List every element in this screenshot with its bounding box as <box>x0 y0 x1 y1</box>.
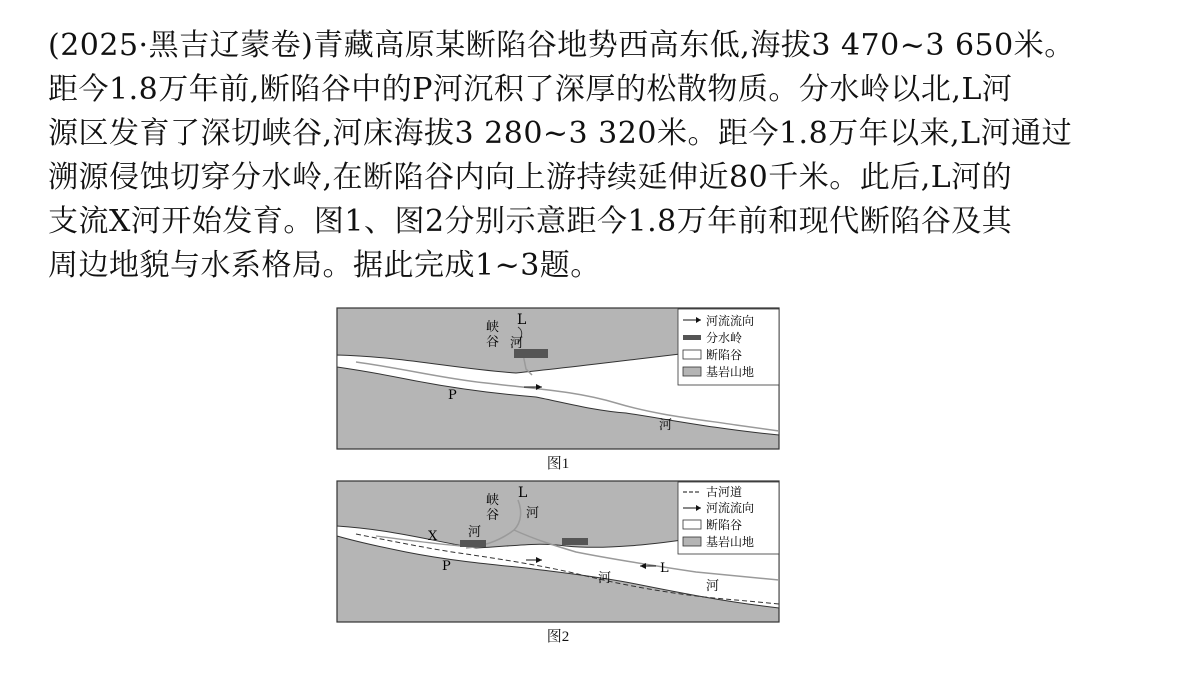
figure-2 <box>336 480 780 647</box>
figure-1-caption: 图1 <box>546 456 570 472</box>
l-river-letter: L <box>517 312 527 328</box>
legend-item-2: 分水岭 <box>706 331 743 345</box>
l-river-right-letter: L <box>660 561 669 576</box>
l-river-he: 河 <box>510 336 524 351</box>
legend-item-1: 河流流向 <box>706 314 755 328</box>
p-river-letter: P <box>448 388 457 403</box>
question-line-6: 周边地貌与水系格局。据此完成1~3题。 <box>48 248 601 283</box>
river-label-mid: 河 <box>598 571 612 586</box>
legend-bedrock-swatch <box>683 367 701 376</box>
legend-divide-swatch <box>683 335 701 340</box>
question-line-5: 支流X河开始发育。图1、图2分别示意距今1.8万年前和现代断陷谷及其 <box>48 204 1013 239</box>
figure-1-map <box>336 307 780 450</box>
river-label-right: 河 <box>706 579 720 594</box>
legend-item-2: 河流流向 <box>706 501 755 515</box>
water-divide-remnant-left <box>460 540 486 547</box>
gorge-label-1: 峡 <box>486 493 500 508</box>
question-line-3: 源区发育了深切峡谷,河床海拔3 280~3 320米。距今1.8万年以来,L河通过 <box>48 116 1073 151</box>
question-line-4: 溯源侵蚀切穿分水岭,在断陷谷内向上游持续延伸近80千米。此后,L河的 <box>48 160 1013 195</box>
l-river-top-he: 河 <box>526 506 540 521</box>
question-text <box>48 24 1168 288</box>
gorge-label-1: 峡 <box>486 320 500 335</box>
question-line-2: 距今1.8万年前,断陷谷中的P河沉积了深厚的松散物质。分水岭以北,L河 <box>48 72 1013 107</box>
question-line-1: (2025·黑吉辽蒙卷)青藏高原某断陷谷地势西高东低,海拔3 470~3 650米。 <box>48 28 1075 63</box>
legend <box>678 482 779 554</box>
figure-2-caption: 图2 <box>546 629 570 645</box>
l-river-top-letter: L <box>518 485 528 501</box>
legend-item-4: 基岩山地 <box>706 365 755 379</box>
river-label: 河 <box>659 418 673 433</box>
figure-1 <box>336 307 780 474</box>
x-river-letter: X <box>428 529 438 544</box>
legend-item-3: 断陷谷 <box>706 348 743 362</box>
legend-bedrock-swatch <box>683 537 701 546</box>
p-river-letter: P <box>442 559 451 574</box>
legend-valley-swatch <box>683 350 701 359</box>
x-river-he: 河 <box>468 525 482 540</box>
legend-item-3: 断陷谷 <box>706 518 743 532</box>
gorge-label-2: 谷 <box>486 335 500 350</box>
legend-valley-swatch <box>683 520 701 529</box>
figure-2-map <box>336 480 780 623</box>
legend-item-1: 古河道 <box>706 485 743 499</box>
legend-item-4: 基岩山地 <box>706 535 755 549</box>
legend <box>678 309 779 385</box>
water-divide-remnant-right <box>562 538 588 545</box>
gorge-label-2: 谷 <box>486 508 500 523</box>
